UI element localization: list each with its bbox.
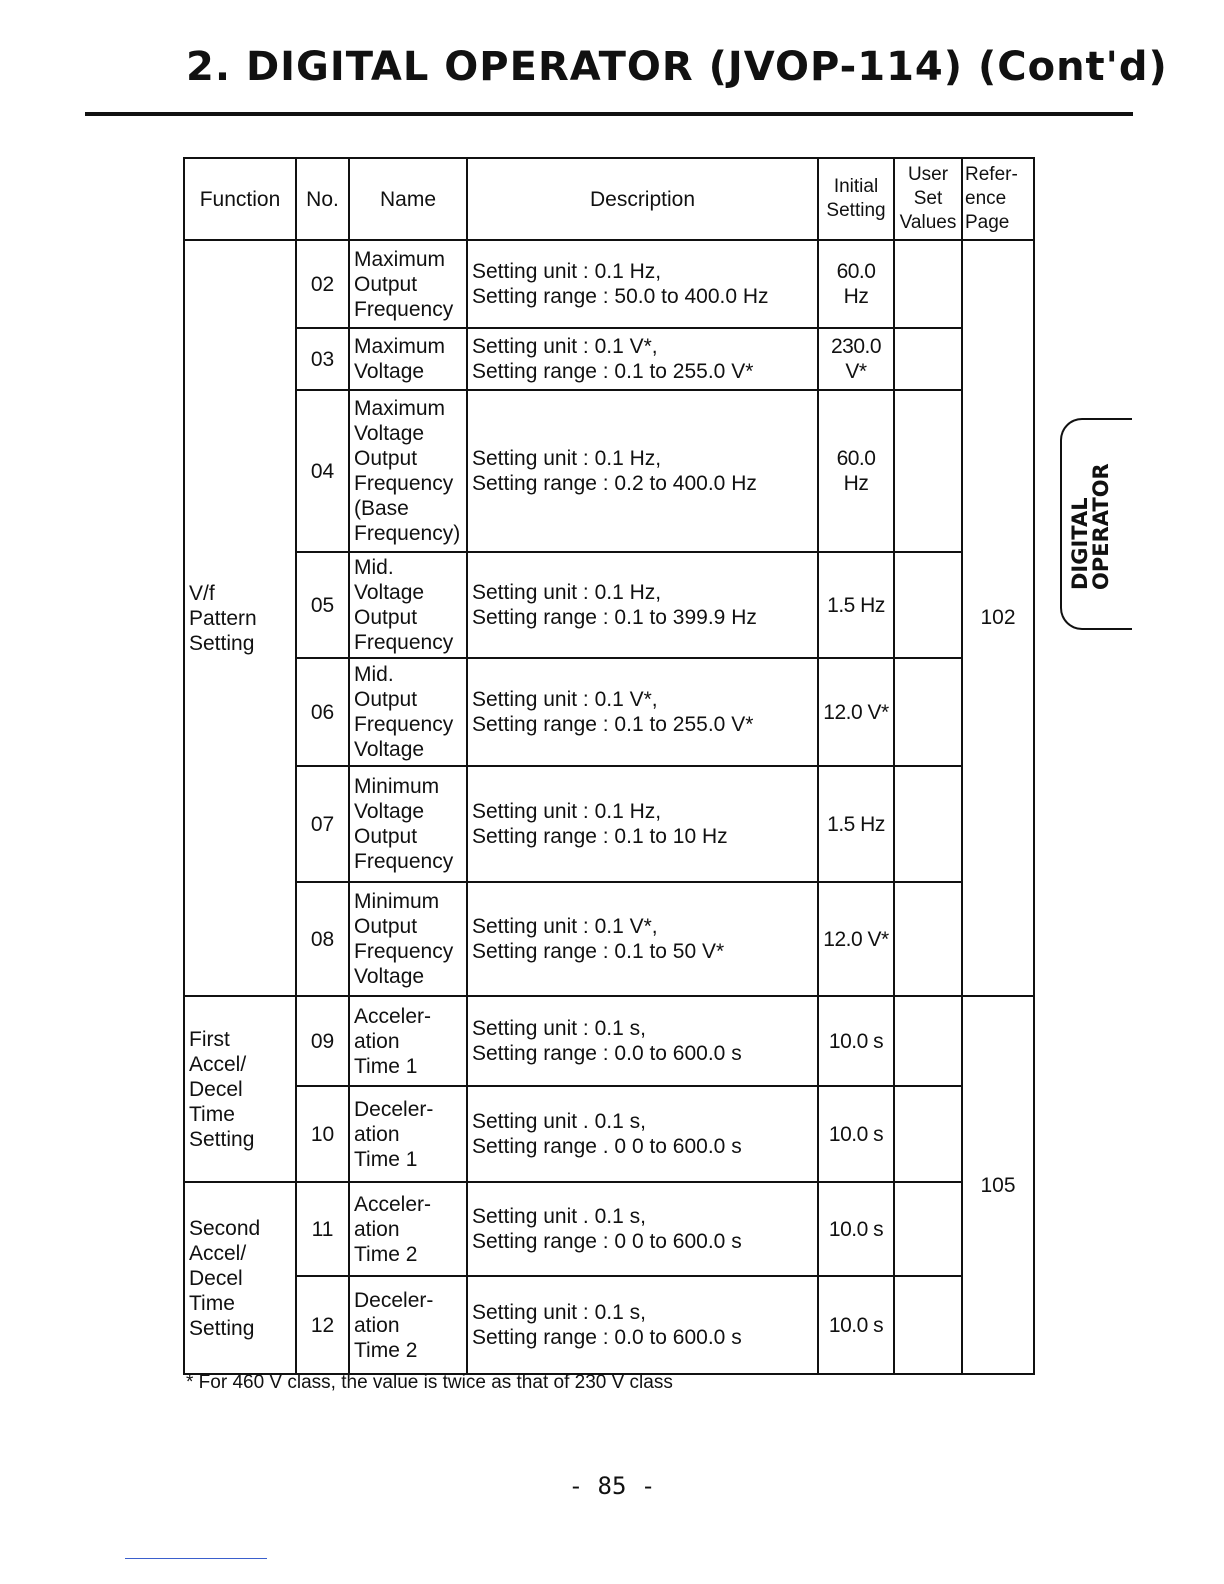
initial-setting-cell: 10.0 s bbox=[818, 1086, 894, 1182]
description-cell: Setting unit : 0.1 Hz, Setting range : 0.1 to 399.9 Hz bbox=[467, 552, 818, 658]
function-cell: V/f Pattern Setting bbox=[184, 240, 296, 996]
table-row bbox=[184, 1182, 1034, 1276]
table-row bbox=[184, 1276, 1034, 1374]
name-cell: Deceler- ation Time 2 bbox=[349, 1276, 467, 1374]
no-cell: 09 bbox=[296, 996, 349, 1086]
initial-setting-cell: 1.5 Hz bbox=[818, 552, 894, 658]
description-cell: Setting unit : 0.1 V*, Setting range : 0.1 to 255.0 V* bbox=[467, 328, 818, 390]
initial-setting-cell: 1.5 Hz bbox=[818, 766, 894, 882]
initial-setting-cell: 230.0 V* bbox=[818, 328, 894, 390]
no-cell: 07 bbox=[296, 766, 349, 882]
function-cell: Second Accel/ Decel Time Setting bbox=[184, 1182, 296, 1374]
initial-setting-cell: 60.0 Hz bbox=[818, 390, 894, 552]
name-cell: Maximum Voltage bbox=[349, 328, 467, 390]
no-cell: 06 bbox=[296, 658, 349, 766]
table-row bbox=[184, 1086, 1034, 1182]
user-value-cell bbox=[894, 240, 962, 328]
table-row bbox=[184, 882, 1034, 996]
page-title: 2. DIGITAL OPERATOR (JVOP-114) (Cont'd) bbox=[186, 44, 1168, 90]
name-cell: Minimum Output Frequency Voltage bbox=[349, 882, 467, 996]
bottom-rule bbox=[125, 1558, 267, 1559]
table-row bbox=[184, 328, 1034, 390]
header-user-set-values: User Set Values bbox=[894, 158, 962, 240]
table-row bbox=[184, 996, 1034, 1086]
no-cell: 11 bbox=[296, 1182, 349, 1276]
name-cell: Mid. Output Frequency Voltage bbox=[349, 658, 467, 766]
header-function: Function bbox=[184, 158, 296, 240]
user-value-cell bbox=[894, 552, 962, 658]
initial-setting-cell: 12.0 V* bbox=[818, 882, 894, 996]
description-cell: Setting unit : 0.1 V*, Setting range : 0.1 to 255.0 V* bbox=[467, 658, 818, 766]
header-name: Name bbox=[349, 158, 467, 240]
description-cell: Setting unit . 0.1 s, Setting range : 0 0 to 600.0 s bbox=[467, 1182, 818, 1276]
header-no: No. bbox=[296, 158, 349, 240]
no-cell: 12 bbox=[296, 1276, 349, 1374]
title-rule bbox=[85, 112, 1133, 116]
user-value-cell bbox=[894, 766, 962, 882]
description-cell: Setting unit : 0.1 Hz, Setting range : 0.1 to 10 Hz bbox=[467, 766, 818, 882]
user-value-cell bbox=[894, 328, 962, 390]
no-cell: 05 bbox=[296, 552, 349, 658]
header-row bbox=[184, 158, 1034, 240]
initial-setting-cell: 10.0 s bbox=[818, 996, 894, 1086]
user-value-cell bbox=[894, 390, 962, 552]
user-value-cell bbox=[894, 658, 962, 766]
no-cell: 02 bbox=[296, 240, 349, 328]
user-value-cell bbox=[894, 882, 962, 996]
section-tab-label: DIGITAL OPERATOR bbox=[1068, 463, 1113, 590]
parameter-table bbox=[183, 157, 1035, 1375]
description-cell: Setting unit . 0.1 s, Setting range . 0 0 to 600.0 s bbox=[467, 1086, 818, 1182]
name-cell: Minimum Voltage Output Frequency bbox=[349, 766, 467, 882]
header-initial-setting: Initial Setting bbox=[818, 158, 894, 240]
description-cell: Setting unit : 0.1 V*, Setting range : 0.1 to 50 V* bbox=[467, 882, 818, 996]
initial-setting-cell: 10.0 s bbox=[818, 1182, 894, 1276]
no-cell: 10 bbox=[296, 1086, 349, 1182]
table-row bbox=[184, 658, 1034, 766]
description-cell: Setting unit : 0.1 s, Setting range : 0.0 to 600.0 s bbox=[467, 1276, 818, 1374]
table-row bbox=[184, 552, 1034, 658]
table-row bbox=[184, 390, 1034, 552]
reference-page-cell: 105 bbox=[962, 996, 1034, 1374]
function-cell: First Accel/ Decel Time Setting bbox=[184, 996, 296, 1182]
page-number: - 85 - bbox=[568, 1472, 656, 1500]
no-cell: 03 bbox=[296, 328, 349, 390]
user-value-cell bbox=[894, 996, 962, 1086]
table-row bbox=[184, 766, 1034, 882]
footnote: * For 460 V class, the value is twice as that of 230 V class bbox=[186, 1372, 673, 1393]
name-cell: Acceler- ation Time 1 bbox=[349, 996, 467, 1086]
header-reference-page: Refer- ence Page bbox=[962, 158, 1034, 240]
table-row bbox=[184, 240, 1034, 328]
reference-page-cell: 102 bbox=[962, 240, 1034, 996]
no-cell: 08 bbox=[296, 882, 349, 996]
name-cell: Maximum Output Frequency bbox=[349, 240, 467, 328]
description-cell: Setting unit : 0.1 s, Setting range : 0.0 to 600.0 s bbox=[467, 996, 818, 1086]
user-value-cell bbox=[894, 1182, 962, 1276]
header-description: Description bbox=[467, 158, 818, 240]
name-cell: Maximum Voltage Output Frequency (Base Frequency) bbox=[349, 390, 467, 552]
description-cell: Setting unit : 0.1 Hz, Setting range : 0.2 to 400.0 Hz bbox=[467, 390, 818, 552]
user-value-cell bbox=[894, 1276, 962, 1374]
description-cell: Setting unit : 0.1 Hz, Setting range : 50.0 to 400.0 Hz bbox=[467, 240, 818, 328]
name-cell: Deceler- ation Time 1 bbox=[349, 1086, 467, 1182]
initial-setting-cell: 60.0 Hz bbox=[818, 240, 894, 328]
initial-setting-cell: 12.0 V* bbox=[818, 658, 894, 766]
name-cell: Acceler- ation Time 2 bbox=[349, 1182, 467, 1276]
user-value-cell bbox=[894, 1086, 962, 1182]
initial-setting-cell: 10.0 s bbox=[818, 1276, 894, 1374]
name-cell: Mid. Voltage Output Frequency bbox=[349, 552, 467, 658]
no-cell: 04 bbox=[296, 390, 349, 552]
